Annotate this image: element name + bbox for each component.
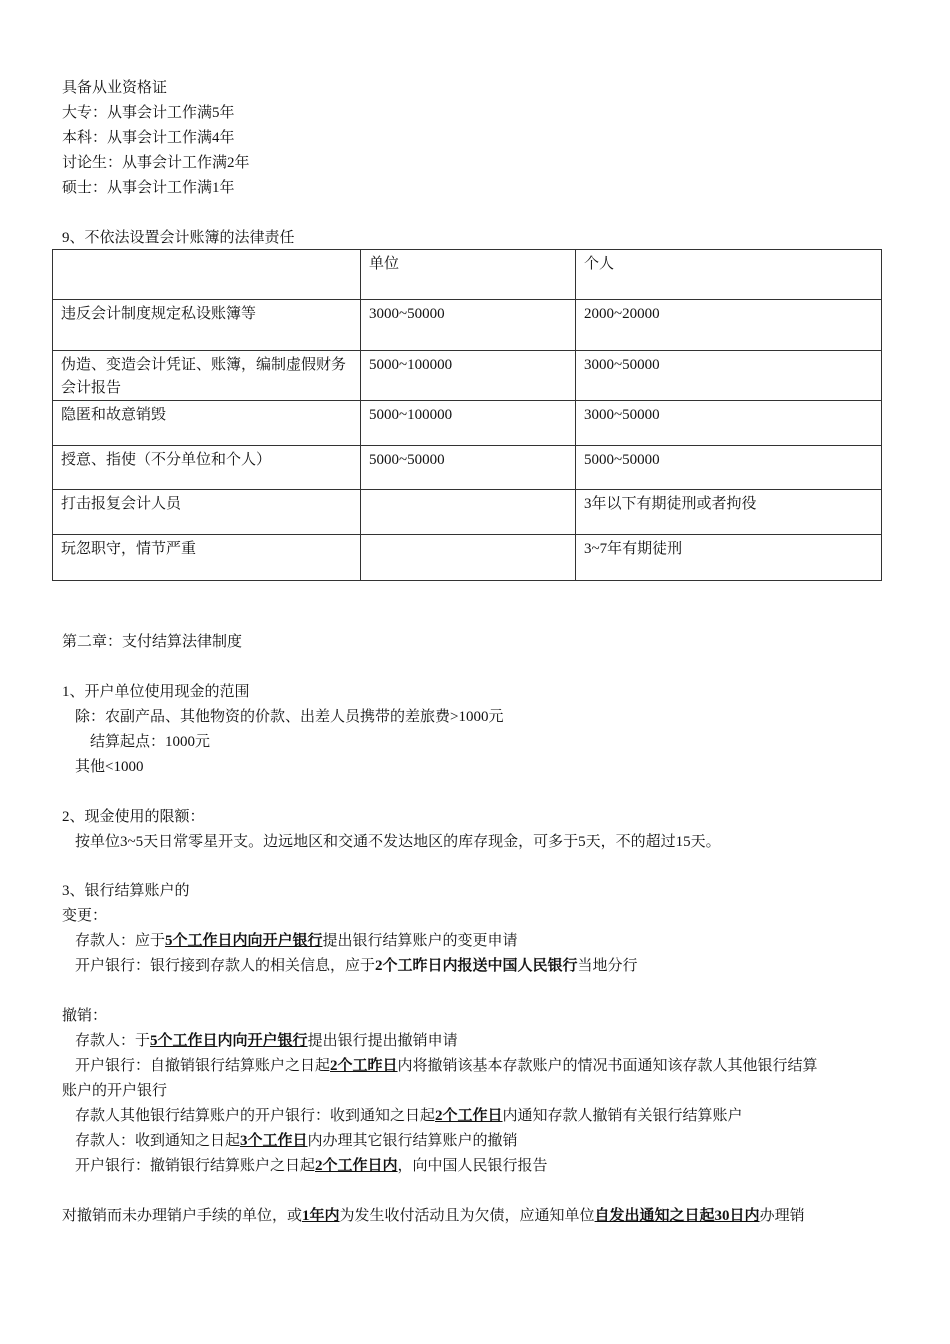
table-cell: 伪造、变造会计凭证、账簿，编制虚假财务会计报告	[53, 351, 361, 401]
paragraph-line	[75, 1106, 743, 1126]
qualification-item: 讨论生：从事会计工作满2年	[62, 155, 250, 171]
table-row	[53, 401, 882, 446]
qualification-item: 本科：从事会计工作满4年	[62, 130, 235, 146]
paragraph-line	[75, 931, 518, 951]
table-cell: 3年以下有期徒刑或者拘役	[576, 490, 882, 535]
section-3-title: 3、银行结算账户的	[62, 883, 190, 899]
text-run: 当地分行	[577, 958, 638, 974]
table-row	[53, 535, 882, 581]
qualification-item: 硕士：从事会计工作满1年	[62, 180, 235, 196]
table-header-row	[53, 250, 882, 300]
text-run: ，向中国人民银行报告	[397, 1158, 548, 1174]
paragraph-line	[75, 1031, 458, 1051]
section-9-title: 9、不依法设置会计账簿的法律责任	[62, 230, 295, 246]
qualification-title: 具备从业资格证	[62, 80, 168, 96]
emphasis-text: 3个工作日	[240, 1133, 308, 1149]
table-cell: 3~7年有期徒刑	[576, 535, 882, 581]
header-cell: 个人	[576, 250, 882, 300]
table-cell: 违反会计制度规定私设账簿等	[53, 300, 361, 351]
paragraph-line: 其他<1000	[75, 759, 144, 775]
emphasis-text: 2个工昨日内报送中国人民银行	[375, 958, 578, 974]
text-run: 开户银行：撤销银行结算账户之日起	[75, 1158, 316, 1174]
table-cell: 隐匿和故意销毁	[53, 401, 361, 446]
text-run: 内将撤销该基本存款账户的情况书面通知该存款人其他银行结算	[397, 1058, 818, 1074]
table-cell: 5000~50000	[576, 446, 882, 490]
paragraph-line	[75, 956, 638, 976]
table-cell	[361, 490, 576, 535]
table-cell: 3000~50000	[361, 300, 576, 351]
emphasis-text: 5个工作日	[150, 1033, 218, 1049]
paragraph-line: 除：农副产品、其他物资的价款、出差人员携带的差旅费>1000元	[75, 709, 504, 725]
paragraph-line: 按单位3~5天日常零星开支。边远地区和交通不发达地区的库存现金，可多于5天，不的超过15天。	[75, 834, 721, 850]
emphasis-text: 2个工作日内	[315, 1158, 398, 1174]
paragraph-line: 账户的开户银行	[62, 1083, 168, 1099]
emphasis-text: 5个工作日内向	[165, 933, 263, 949]
table-cell: 5000~100000	[361, 401, 576, 446]
table-row	[53, 300, 882, 351]
section-1-title: 1、开户单位使用现金的范围	[62, 684, 250, 700]
paragraph-line	[62, 1206, 805, 1226]
emphasis-text: 内向	[217, 1033, 248, 1049]
table-cell: 3000~50000	[576, 401, 882, 446]
text-run: 开户银行：自撤销银行结算账户之日起	[75, 1058, 331, 1074]
emphasis-text: 开户银行	[262, 933, 323, 949]
text-run: 提出银行提出撤销申请	[307, 1033, 458, 1049]
text-run: 内通知存款人撤销有关银行结算账户	[502, 1108, 743, 1124]
emphasis-text: 自发出通知之日起30日内	[594, 1208, 760, 1224]
table-row	[53, 446, 882, 490]
paragraph-line	[75, 1156, 548, 1176]
header-cell	[53, 250, 361, 300]
section-2-title: 2、现金使用的限额：	[62, 809, 205, 825]
text-run: 提出银行结算账户的变更申请	[322, 933, 518, 949]
text-run: 存款人其他银行结算账户的开户银行：收到通知之日起	[75, 1108, 436, 1124]
paragraph-line: 结算起点：1000元	[90, 734, 211, 750]
table-cell: 授意、指使（不分单位和个人）	[53, 446, 361, 490]
table-cell: 打击报复会计人员	[53, 490, 361, 535]
text-run: 存款人：收到通知之日起	[75, 1133, 241, 1149]
emphasis-text: 开户银行	[247, 1033, 308, 1049]
text-run: 办理销	[759, 1208, 805, 1224]
paragraph-line	[75, 1056, 818, 1076]
table-cell: 玩忽职守，情节严重	[53, 535, 361, 581]
text-run: 存款人：于	[75, 1033, 151, 1049]
text-run: 对撤销而未办理销户手续的单位，或	[62, 1208, 303, 1224]
change-label: 变更：	[62, 908, 108, 924]
table-row	[53, 490, 882, 535]
text-run: 内办理其它银行结算账户的撤销	[307, 1133, 518, 1149]
table-cell: 3000~50000	[576, 351, 882, 401]
table-cell: 5000~100000	[361, 351, 576, 401]
legal-liability-table	[52, 249, 882, 581]
text-run: 开户银行：银行接到存款人的相关信息，应于	[75, 958, 376, 974]
emphasis-text: 2个工作日	[435, 1108, 503, 1124]
emphasis-text: 1年内	[302, 1208, 340, 1224]
table-cell: 2000~20000	[576, 300, 882, 351]
cancel-label: 撤销：	[62, 1008, 108, 1024]
header-cell: 单位	[361, 250, 576, 300]
qualification-item: 大专：从事会计工作满5年	[62, 105, 235, 121]
text-run: 存款人：应于	[75, 933, 166, 949]
text-run: 为发生收付活动且为欠债，应通知单位	[339, 1208, 595, 1224]
paragraph-line	[75, 1131, 518, 1151]
chapter-title: 第二章：支付结算法律制度	[62, 634, 243, 650]
emphasis-text: 2个工昨日	[330, 1058, 398, 1074]
table-cell: 5000~50000	[361, 446, 576, 490]
table-cell	[361, 535, 576, 581]
table-row	[53, 351, 882, 401]
